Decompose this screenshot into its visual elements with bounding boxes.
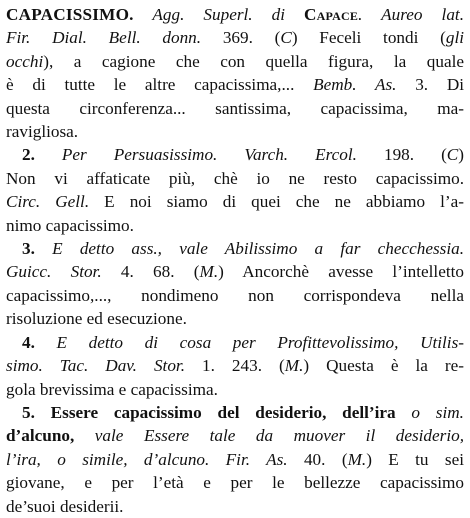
text-segment: 2.: [22, 145, 35, 165]
text-segment: ) Ancorchè avesse l’intelletto: [218, 262, 464, 282]
text-segment: Bemb. As.: [313, 75, 397, 95]
text-segment: ): [458, 145, 464, 165]
text-segment: gli: [445, 28, 464, 48]
text-line: [6, 190, 464, 213]
text-segment: ravigliosa.: [6, 122, 79, 142]
text-line: [6, 73, 464, 96]
text-segment: vale Essere tale da muover il desiderio,: [74, 426, 464, 446]
text-segment: Guicc. Stor.: [6, 262, 102, 282]
text-segment: ) Feceli tondi (: [291, 28, 446, 48]
text-segment: risoluzione ed esecuzione.: [6, 309, 187, 329]
text-line: [6, 260, 464, 283]
text-segment: M.: [199, 262, 219, 282]
text-segment: . Aureo lat.: [358, 5, 464, 24]
text-line: [6, 401, 464, 424]
text-line: [6, 167, 464, 190]
text-segment: 3. Di: [396, 75, 464, 95]
text-line: [6, 448, 464, 471]
text-line: [6, 120, 464, 143]
text-line: [6, 143, 464, 166]
text-line: [6, 237, 464, 260]
text-segment: E detto di cosa per Profittevolissimo, Utilis-: [34, 332, 464, 352]
text-segment: capacissimo,..., nondimeno non corrispondeva nella: [6, 285, 464, 305]
text-segment: ) Questa è la re-: [303, 356, 464, 376]
text-segment: M.: [347, 449, 367, 469]
text-segment: ) E tu sei: [366, 449, 464, 469]
text-segment: 198. (: [356, 145, 447, 165]
text-segment: E detto ass., vale Abilissimo a far checchessia.: [34, 239, 464, 259]
text-segment: C: [280, 28, 292, 48]
dictionary-entry-capacissimo: [6, 3, 464, 518]
text-line: [6, 471, 464, 494]
headword: CAPACISSIMO.: [6, 5, 134, 24]
text-segment: Agg. Superl. di: [133, 5, 305, 24]
text-line: [6, 331, 464, 354]
text-segment: E noi siamo di quei che ne abbiamo l’a-: [89, 192, 464, 212]
text-segment: 3.: [22, 239, 35, 259]
text-segment: Capace: [304, 5, 359, 24]
text-segment: 4.: [22, 332, 35, 352]
text-segment: ), a cagione che con quella figura, la quale: [43, 51, 464, 71]
text-segment: de’suoi desiderii.: [6, 496, 124, 516]
text-segment: l’ira, o simile, d’alcuno. Fir. As.: [6, 449, 288, 469]
text-line: [6, 3, 464, 26]
text-segment: 5. Essere capacissimo del desiderio, dell’ira: [22, 402, 396, 422]
text-segment: Non vi affaticate più, chè io ne resto capacissimo.: [6, 168, 464, 188]
text-segment: 369. (: [201, 28, 281, 48]
text-segment: d’alcuno,: [6, 426, 75, 446]
text-segment: giovane, e per l’età e per le bellezze capacissimo: [6, 473, 464, 493]
text-segment: 1. 243. (: [185, 356, 285, 376]
text-line: [6, 424, 464, 447]
text-segment: occhi: [6, 51, 44, 71]
text-segment: gola brevissima e capacissima.: [6, 379, 218, 399]
text-segment: o sim.: [395, 402, 464, 422]
text-line: [6, 214, 464, 237]
text-segment: è di tutte le altre capacissima,...: [6, 75, 314, 95]
text-line: [6, 354, 464, 377]
text-segment: 40. (: [287, 449, 348, 469]
text-segment: simo. Tac. Dav. Stor.: [6, 356, 186, 376]
text-line: [6, 378, 464, 401]
text-segment: questa circonferenza... santissima, capacissima, ma-: [6, 98, 464, 118]
text-line: [6, 50, 464, 73]
text-segment: nimo capacissimo.: [6, 215, 134, 235]
text-segment: C: [446, 145, 459, 165]
text-segment: Per Persuasissimo. Varch. Ercol.: [34, 145, 357, 165]
text-segment: 4. 68. (: [101, 262, 200, 282]
text-line: [6, 495, 464, 518]
text-line: [6, 307, 464, 330]
text-segment: M.: [284, 356, 304, 376]
text-line: [6, 26, 464, 49]
text-segment: Circ. Gell.: [6, 192, 90, 212]
text-segment: Fir. Dial. Bell. donn.: [6, 28, 202, 48]
text-line: [6, 284, 464, 307]
text-line: [6, 97, 464, 120]
